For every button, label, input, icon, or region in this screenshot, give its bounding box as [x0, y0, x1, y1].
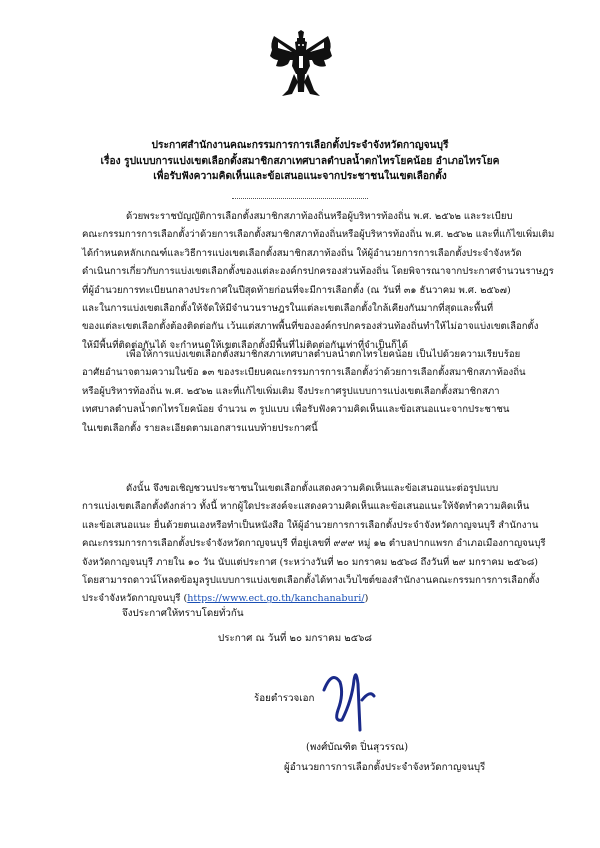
paragraph-line: ได้กำหนดหลักเกณฑ์และวิธีการแบ่งเขตเลือกตั้งสมาชิกสภาท้องถิ่น ให้ผู้อำนวยการการเลือกตั้งประจำจังหวัด: [82, 247, 522, 259]
paragraph-line: ดังนั้น จึงขอเชิญชวนประชาชนในเขตเลือกตั้งแสดงความคิดเห็นและข้อเสนอแนะต่อรูปแบบ: [126, 483, 499, 494]
closing-statement: จึงประกาศให้ทราบโดยทั่วกัน: [122, 608, 244, 619]
paragraph-line: การแบ่งเขตเลือกตั้งดังกล่าว ทั้งนี้ หากผู้ใดประสงค์จะแสดงความคิดเห็นและข้อเสนอแนะให้จัดทำความคิดเห็น: [82, 501, 530, 513]
paragraph-line: เพื่อให้การแบ่งเขตเลือกตั้งสมาชิกสภาเทศบาลตำบลน้ำตกไทรโยคน้อย เป็นไปด้วยความเรียบร้อย: [126, 349, 521, 360]
paragraph-line: ด้วยพระราชบัญญัติการเลือกตั้งสมาชิกสภาท้องถิ่นหรือผู้บริหารท้องถิ่น พ.ศ. ๒๕๖๒ และระเบียบ: [126, 211, 513, 222]
header-divider: [232, 198, 368, 199]
paragraph-background: [82, 208, 554, 355]
paragraph-line: ที่ผู้อำนวยการทะเบียนกลางประกาศในปีสุดท้ายก่อนที่จะมีการเลือกตั้ง (ณ วันที่ ๓๑ ธันวาคม พ.ศ. ๒๕๖๗): [82, 284, 511, 296]
signer-rank: ร้อยตำรวจเอก: [254, 693, 315, 704]
paragraph-line: คณะกรรมการการเลือกตั้งว่าด้วยการเลือกตั้งสมาชิกสภาท้องถิ่นหรือผู้บริหารท้องถิ่น พ.ศ. ๒๕๖๒ และที่แก้ไขเพิ่มเติม: [82, 229, 555, 241]
paragraph-line: หรือผู้บริหารท้องถิ่น พ.ศ. ๒๕๖๒ และที่แก้ไขเพิ่มเติม จึงประกาศรูปแบบการแบ่งเขตเลือกตั้งสมาชิกสภา: [82, 385, 500, 397]
paragraph-line: คณะกรรมการการเลือกตั้งประจำจังหวัดกาญจนบุรี ที่อยู่เลขที่ ๙๙๙ หมู่ ๑๒ ตำบลปากแพรก อำเภอเมืองกาญจนบุรี: [82, 538, 546, 550]
handwritten-signature: [318, 660, 378, 738]
paragraph-line: ให้มีพื้นที่ติดต่อกันได้ จะกำหนดให้เขตเลือกตั้งมีพื้นที่ไม่ติดต่อกันเท่าที่จำเป็นก็ได้: [82, 339, 408, 351]
paragraph-line: และในการแบ่งเขตเลือกตั้งให้จัดให้มีจำนวนราษฎรในแต่ละเขตเลือกตั้งใกล้เคียงกันมากที่สุดและพื้นที่: [82, 303, 494, 315]
link-prefix: ประจำจังหวัดกาญจนบุรี (: [82, 593, 188, 605]
signer-name: (พงศ์บัณฑิต ปิ่นสุวรรณ): [306, 742, 409, 753]
header-subject: เรื่อง รูปแบบการแบ่งเขตเลือกตั้งสมาชิกสภาเทศบาลตำบลน้ำตกไทรโยคน้อย อำเภอไทรโยค: [100, 154, 500, 167]
paragraph-line: ของแต่ละเขตเลือกตั้งต้องติดต่อกัน เว้นแต่สภาพพื้นที่ขององค์กรปกครองส่วนท้องถิ่นทำให้ไม่อาจแบ่งเขตเลือกตั้ง: [82, 321, 539, 333]
website-link[interactable]: https://www.ect.go.th/kanchanaburi/: [187, 593, 365, 605]
paragraph-line: เทศบาลตำบลน้ำตกไทรโยคน้อย จำนวน ๓ รูปแบบ เพื่อรับฟังความคิดเห็นและข้อเสนอแนะจากประชาชน: [82, 404, 510, 416]
signer-position: ผู้อำนวยการการเลือกตั้งประจำจังหวัดกาญจนบุรี: [284, 762, 486, 773]
paragraph-line: อาศัยอำนาจตามความในข้อ ๑๓ ของระเบียบคณะกรรมการการเลือกตั้งว่าด้วยการเลือกตั้งสมาชิกสภาท้องถิ่น: [82, 367, 526, 379]
paragraph-line: จังหวัดกาญจนบุรี ภายใน ๑๐ วัน นับแต่ประกาศ (ระหว่างวันที่ ๒๐ มกราคม ๒๕๖๘ ถึงวันที่ ๒๙ มกราคม ๒๕๖๘): [82, 556, 538, 568]
paragraph-proposal: [82, 346, 526, 438]
paragraph-line: และข้อเสนอแนะ ยื่นด้วยตนเองหรือทำเป็นหนังสือ ให้ผู้อำนวยการการเลือกตั้งประจำจังหวัดกาญจนบุรี สำนักงาน: [82, 519, 539, 531]
paragraph-line: ดำเนินการเกี่ยวกับการแบ่งเขตเลือกตั้งของแต่ละองค์กรปกครองส่วนท้องถิ่น โดยพิจารณาจากประกาศจำนวนราษฎร: [82, 266, 554, 278]
header-purpose: เพื่อรับฟังความคิดเห็นและข้อเสนอแนะจากประชาชนในเขตเลือกตั้ง: [153, 170, 447, 182]
paragraph-invitation: [82, 480, 546, 609]
paragraph-line: ในเขตเลือกตั้ง รายละเอียดตามเอกสารแนบท้ายประกาศนี้: [82, 422, 318, 434]
header-title: ประกาศสำนักงานคณะกรรมการการเลือกตั้งประจำจังหวัดกาญจนบุรี: [151, 139, 449, 151]
announcement-header: [40, 138, 560, 185]
announcement-date: ประกาศ ณ วันที่ ๒๐ มกราคม ๒๕๖๘: [218, 633, 372, 644]
garuda-emblem-icon: [268, 30, 334, 100]
paragraph-line: โดยสามารถดาวน์โหลดข้อมูลรูปแบบการแบ่งเขตเลือกตั้งได้ทางเว็บไซต์ของสำนักงานคณะกรรมการการเลือกตั้ง: [82, 575, 540, 587]
link-suffix: ): [364, 593, 369, 605]
